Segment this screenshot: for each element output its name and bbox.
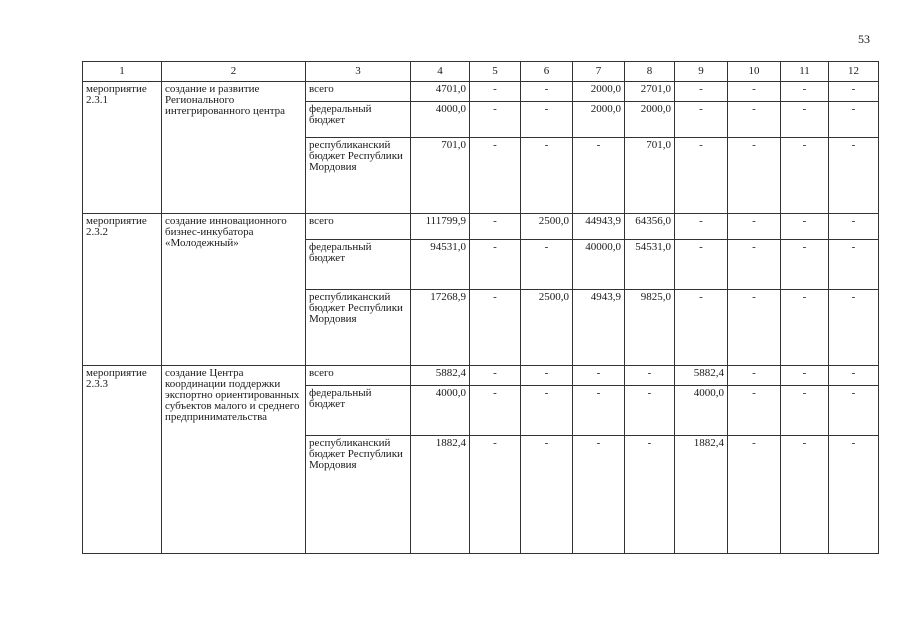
amount-cell: 2500,0	[521, 214, 573, 240]
amount-cell: -	[675, 138, 728, 214]
column-number-row	[83, 62, 879, 82]
amount-cell: -	[470, 138, 521, 214]
table-row	[83, 214, 879, 240]
amount-cell: 2000,0	[625, 102, 675, 138]
amount-cell: -	[470, 366, 521, 386]
amount-cell: 17268,9	[411, 290, 470, 366]
amount-cell: -	[728, 386, 781, 436]
amount-cell: -	[573, 436, 625, 554]
column-header: 7	[573, 62, 625, 82]
amount-cell: -	[470, 386, 521, 436]
amount-cell: 44943,9	[573, 214, 625, 240]
amount-cell: -	[521, 366, 573, 386]
amount-cell: -	[728, 240, 781, 290]
amount-cell: -	[521, 102, 573, 138]
amount-cell: 2500,0	[521, 290, 573, 366]
amount-cell: -	[781, 290, 829, 366]
amount-cell: -	[470, 436, 521, 554]
funding-source-cell: федеральный бюджет	[306, 386, 411, 436]
amount-cell: -	[728, 82, 781, 102]
amount-cell: -	[675, 82, 728, 102]
column-header: 4	[411, 62, 470, 82]
funding-source-cell: всего	[306, 82, 411, 102]
page-number: 53	[858, 32, 870, 46]
funding-source-cell: всего	[306, 214, 411, 240]
amount-cell: -	[470, 290, 521, 366]
amount-cell: 4000,0	[675, 386, 728, 436]
amount-cell: -	[829, 436, 879, 554]
column-header: 12	[829, 62, 879, 82]
amount-cell: -	[781, 240, 829, 290]
column-header: 10	[728, 62, 781, 82]
amount-cell: -	[829, 386, 879, 436]
amount-cell: -	[625, 366, 675, 386]
table-row	[83, 82, 879, 102]
table-row	[83, 366, 879, 386]
amount-cell: -	[728, 214, 781, 240]
amount-cell: -	[829, 214, 879, 240]
amount-cell: -	[573, 138, 625, 214]
amount-cell: -	[625, 386, 675, 436]
amount-cell: 2701,0	[625, 82, 675, 102]
amount-cell: 5882,4	[675, 366, 728, 386]
column-header: 11	[781, 62, 829, 82]
amount-cell: 701,0	[625, 138, 675, 214]
amount-cell: 4943,9	[573, 290, 625, 366]
amount-cell: -	[521, 436, 573, 554]
event-description-cell: создание Центра координации поддержки экспортно ориентированных субъектов малого и среднего предпринимательства	[162, 366, 306, 554]
amount-cell: -	[470, 214, 521, 240]
amount-cell: 4701,0	[411, 82, 470, 102]
amount-cell: 2000,0	[573, 82, 625, 102]
amount-cell: -	[675, 290, 728, 366]
amount-cell: -	[829, 138, 879, 214]
column-header: 3	[306, 62, 411, 82]
amount-cell: -	[781, 214, 829, 240]
amount-cell: -	[781, 436, 829, 554]
amount-cell: -	[573, 386, 625, 436]
event-code-cell: мероприятие 2.3.2	[83, 214, 162, 366]
amount-cell: -	[675, 214, 728, 240]
amount-cell: -	[728, 436, 781, 554]
amount-cell: -	[521, 240, 573, 290]
column-header: 8	[625, 62, 675, 82]
amount-cell: 54531,0	[625, 240, 675, 290]
funding-source-cell: федеральный бюджет	[306, 240, 411, 290]
amount-cell: -	[728, 290, 781, 366]
amount-cell: 5882,4	[411, 366, 470, 386]
column-header: 5	[470, 62, 521, 82]
amount-cell: -	[829, 102, 879, 138]
amount-cell: -	[829, 82, 879, 102]
funding-source-cell: всего	[306, 366, 411, 386]
column-header: 2	[162, 62, 306, 82]
amount-cell: -	[625, 436, 675, 554]
amount-cell: -	[675, 102, 728, 138]
amount-cell: -	[521, 138, 573, 214]
amount-cell: -	[781, 366, 829, 386]
amount-cell: 64356,0	[625, 214, 675, 240]
amount-cell: 4000,0	[411, 386, 470, 436]
amount-cell: -	[781, 138, 829, 214]
amount-cell: -	[829, 366, 879, 386]
column-header: 9	[675, 62, 728, 82]
amount-cell: -	[573, 366, 625, 386]
amount-cell: -	[728, 138, 781, 214]
column-header: 6	[521, 62, 573, 82]
amount-cell: -	[829, 290, 879, 366]
budget-table	[82, 61, 879, 554]
amount-cell: -	[728, 102, 781, 138]
amount-cell: 40000,0	[573, 240, 625, 290]
amount-cell: 94531,0	[411, 240, 470, 290]
amount-cell: -	[781, 102, 829, 138]
amount-cell: -	[781, 82, 829, 102]
amount-cell: -	[781, 386, 829, 436]
column-header: 1	[83, 62, 162, 82]
amount-cell: -	[675, 240, 728, 290]
funding-source-cell: республиканский бюджет Республики Мордовия	[306, 138, 411, 214]
amount-cell: 4000,0	[411, 102, 470, 138]
event-code-cell: мероприятие 2.3.1	[83, 82, 162, 214]
amount-cell: 2000,0	[573, 102, 625, 138]
amount-cell: -	[829, 240, 879, 290]
amount-cell: -	[728, 366, 781, 386]
table-body	[83, 82, 879, 554]
amount-cell: 701,0	[411, 138, 470, 214]
amount-cell: 1882,4	[675, 436, 728, 554]
amount-cell: 1882,4	[411, 436, 470, 554]
amount-cell: 9825,0	[625, 290, 675, 366]
amount-cell: -	[470, 102, 521, 138]
amount-cell: -	[470, 82, 521, 102]
amount-cell: -	[521, 82, 573, 102]
amount-cell: -	[470, 240, 521, 290]
event-code-cell: мероприятие 2.3.3	[83, 366, 162, 554]
funding-source-cell: республиканский бюджет Республики Мордовия	[306, 290, 411, 366]
amount-cell: 111799,9	[411, 214, 470, 240]
amount-cell: -	[521, 386, 573, 436]
funding-source-cell: республиканский бюджет Республики Мордовия	[306, 436, 411, 554]
event-description-cell: создание и развитие Регионального интегрированного центра	[162, 82, 306, 214]
funding-source-cell: федеральный бюджет	[306, 102, 411, 138]
event-description-cell: создание инновационного бизнес-инкубатора «Молодежный»	[162, 214, 306, 366]
